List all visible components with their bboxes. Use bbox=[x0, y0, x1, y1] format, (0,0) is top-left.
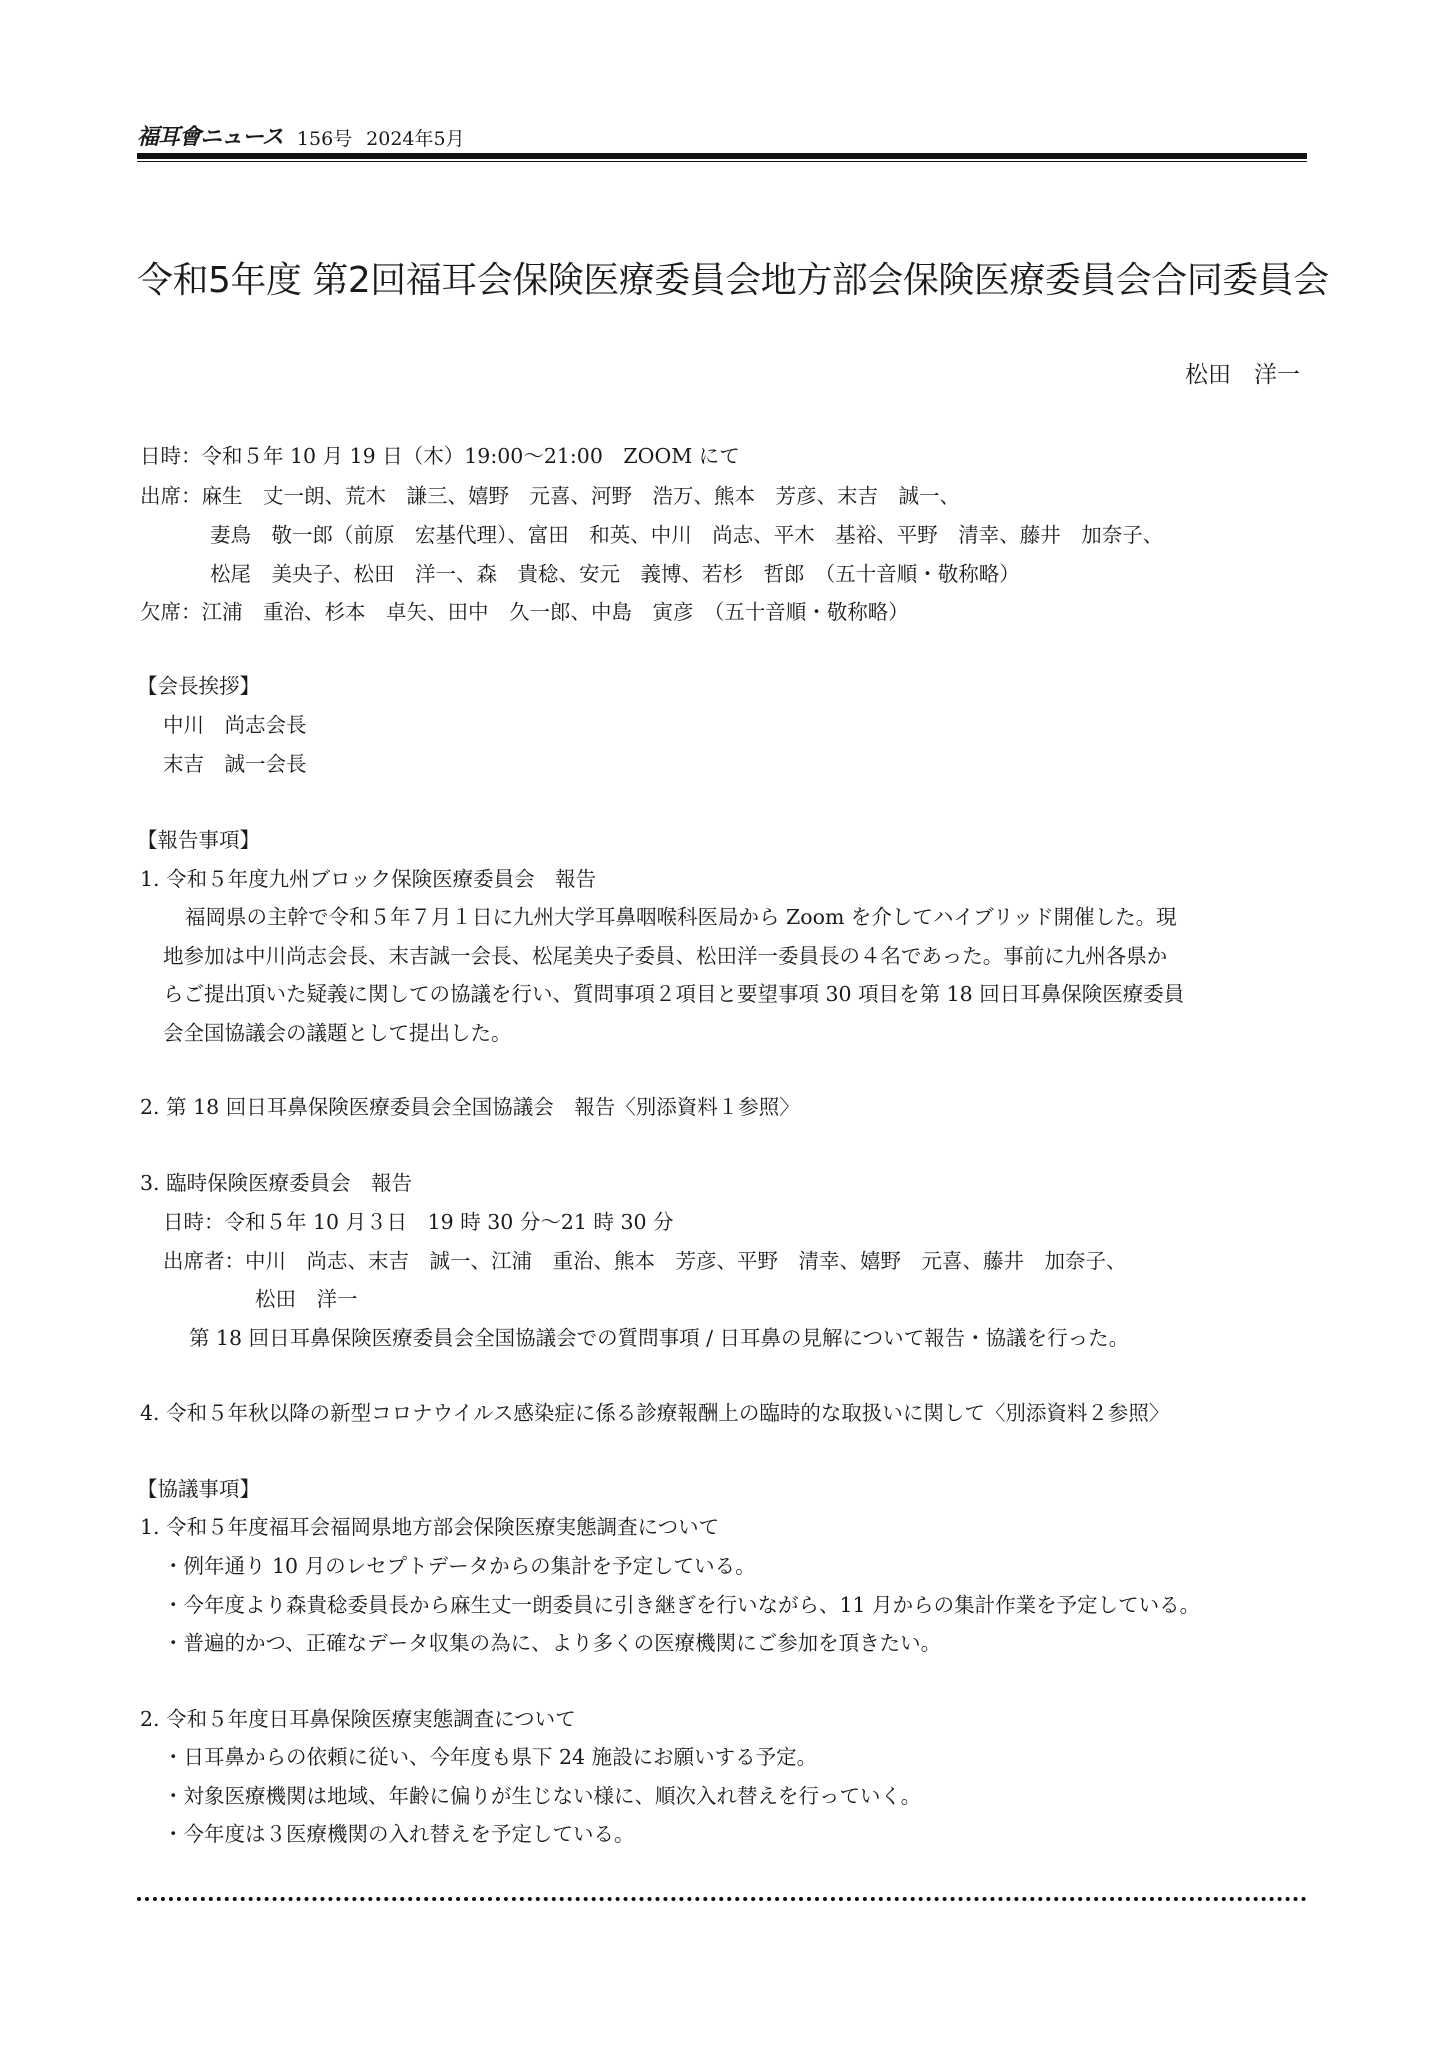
discussion-2-title: 2. 令和５年度日耳鼻保険医療実態調査について bbox=[140, 1707, 576, 1731]
reports-heading: 【報告事項】 bbox=[137, 828, 260, 852]
newsletter-logo: 福耳會ニュース bbox=[137, 125, 283, 150]
discussion-1-item: ・例年通り 10 月のレセプトデータからの集計を予定している。 bbox=[163, 1554, 756, 1578]
report-3-note: 第 18 回日耳鼻保険医療委員会全国協議会での質問事項 / 日耳鼻の見解について報告・協議を行った。 bbox=[189, 1326, 1130, 1350]
footer-dotted-rule bbox=[137, 1897, 1307, 1901]
discussion-2-item: ・今年度は３医療機関の入れ替えを予定している。 bbox=[163, 1822, 635, 1846]
article-author: 松田 洋一 bbox=[1185, 362, 1300, 388]
discussion-1-item: ・普遍的かつ、正確なデータ収集の為に、より多くの医療機関にご参加を頂きたい。 bbox=[163, 1631, 942, 1655]
report-1-paragraph-line: 福岡県の主幹で令和５年７月１日に九州大学耳鼻咽喉科医局から Zoom を介してハイブリッド開催した。現 bbox=[185, 905, 1177, 929]
header-rule bbox=[137, 153, 1307, 159]
report-4-title: 4. 令和５年秋以降の新型コロナウイルス感染症に係る診療報酬上の臨時的な取扱いに関して〈別添資料２参照〉 bbox=[140, 1401, 1170, 1425]
discussion-1-item: ・今年度より森貴稔委員長から麻生丈一朗委員に引き継ぎを行いながら、11 月からの集計作業を予定している。 bbox=[163, 1593, 1201, 1617]
report-1-paragraph-line: 地参加は中川尚志会長、末吉誠一会長、松尾美央子委員、松田洋一委員長の４名であった。事前に九州各県か bbox=[163, 944, 1168, 968]
discussion-2-item: ・日耳鼻からの依頼に従い、今年度も県下 24 施設にお願いする予定。 bbox=[163, 1745, 818, 1769]
article-title: 令和5年度 第2回福耳会保険医療委員会地方部会保険医療委員会合同委員会 bbox=[137, 260, 1329, 301]
report-3-datetime: 日時：令和５年 10 月３日 19 時 30 分〜21 時 30 分 bbox=[163, 1210, 674, 1234]
header-rule-thin bbox=[137, 161, 1307, 162]
report-1-paragraph-line: 会全国協議会の議題として提出した。 bbox=[163, 1021, 512, 1045]
newsletter-header bbox=[137, 117, 1307, 151]
greeting-heading: 【会長挨拶】 bbox=[137, 674, 260, 698]
report-1-paragraph-line: らご提出頂いた疑義に関しての協議を行い、質問事項２項目と要望事項 30 項目を第 18 回日耳鼻保険医療委員 bbox=[163, 982, 1185, 1006]
report-3-attendees-line-1: 出席者：中川 尚志、末吉 誠一、江浦 重治、熊本 芳彦、平野 清幸、嬉野 元喜、藤井 加奈子、 bbox=[163, 1249, 1127, 1273]
report-3-attendees-line-2: 松田 洋一 bbox=[255, 1287, 358, 1311]
attendees-line-1: 出席：麻生 丈一朗、荒木 謙三、嬉野 元喜、河野 浩万、熊本 芳彦、末吉 誠一、 bbox=[140, 484, 960, 508]
issue-number: 156号 bbox=[296, 128, 353, 150]
absent-line: 欠席：江浦 重治、杉本 卓矢、田中 久一郎、中島 寅彦 （五十音順・敬称略） bbox=[140, 600, 909, 624]
attendees-line-2: 妻鳥 敬一郎（前原 宏基代理）、富田 和英、中川 尚志、平木 基裕、平野 清幸、藤井 加奈子、 bbox=[210, 523, 1164, 547]
report-1-title: 1. 令和５年度九州ブロック保険医療委員会 報告 bbox=[140, 867, 597, 891]
discussion-heading: 【協議事項】 bbox=[137, 1477, 260, 1501]
meeting-datetime: 日時：令和５年 10 月 19 日（木）19:00〜21:00 ZOOM にて bbox=[140, 444, 740, 468]
report-3-title: 3. 臨時保険医療委員会 報告 bbox=[140, 1171, 413, 1195]
report-2-title: 2. 第 18 回日耳鼻保険医療委員会全国協議会 報告〈別添資料１参照〉 bbox=[140, 1095, 800, 1119]
attendees-line-3: 松尾 美央子、松田 洋一、森 貴稔、安元 義博、若杉 哲郎 （五十音順・敬称略） bbox=[210, 562, 1020, 586]
greeting-item: 末吉 誠一会長 bbox=[163, 752, 307, 776]
greeting-item: 中川 尚志会長 bbox=[163, 713, 307, 737]
discussion-2-item: ・対象医療機関は地域、年齢に偏りが生じない様に、順次入れ替えを行っていく。 bbox=[163, 1784, 922, 1808]
discussion-1-title: 1. 令和５年度福耳会福岡県地方部会保険医療実態調査について bbox=[140, 1515, 720, 1539]
issue-date: 2024年5月 bbox=[366, 128, 465, 150]
